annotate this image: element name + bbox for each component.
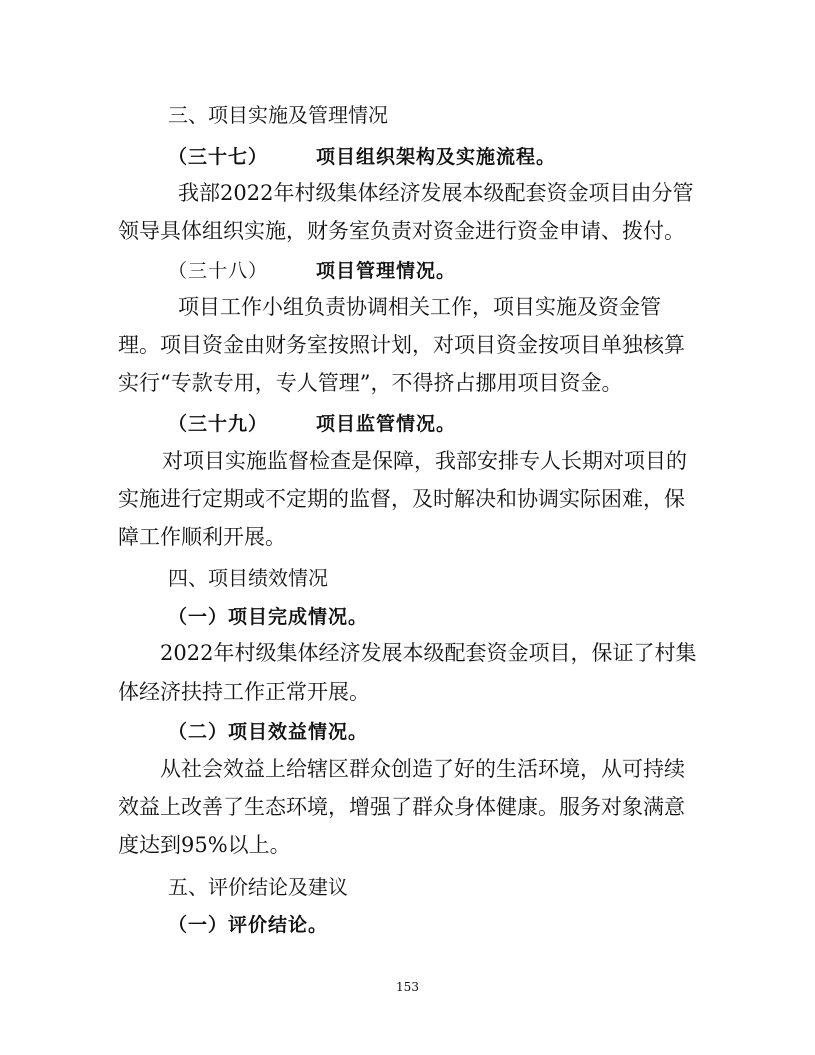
paragraph-38-line-3: 实行“专款专用，专人管理”，不得挤占挪用项目资金。 [118,371,623,395]
subheading-39-title: 项目监管情况。 [316,413,457,435]
page-number: 153 [396,980,419,994]
subheading-38-title: 项目管理情况。 [316,260,457,282]
subheading-38-number: （三十八） [168,260,269,282]
paragraph-4-1-line-1: 2022年村级集体经济发展本级配套资金项目，保证了村集 [160,641,697,665]
subheading-37-number: （三十七） [168,146,269,168]
paragraph-39-line-2: 实施进行定期或不定期的监督，及时解决和协调实际困难，保 [118,487,685,511]
subheading-5-1: （一）评价结论。 [168,914,329,936]
subheading-4-1: （一）项目完成情况。 [168,606,369,628]
paragraph-38-line-2: 理。项目资金由财务室按照计划，对项目资金按项目单独核算 [118,333,685,357]
section-heading-3: 三、项目实施及管理情况 [168,103,388,127]
section-heading-5: 五、评价结论及建议 [168,875,348,899]
paragraph-39-line-3: 障工作顺利开展。 [118,525,286,549]
paragraph-39-line-1: 对项目实施监督检查是保障，我部安排专人长期对项目的 [162,449,687,473]
section-heading-4: 四、项目绩效情况 [168,566,328,590]
subheading-39-number: （三十九） [168,413,269,435]
paragraph-37-line-1: 我部2022年村级集体经济发展本级配套资金项目由分管 [178,181,694,205]
paragraph-38-line-1: 项目工作小组负责协调相关工作，项目实施及资金管 [178,295,661,319]
subheading-37-title: 项目组织架构及实施流程。 [316,146,557,168]
subheading-37 [168,142,556,172]
paragraph-4-1-line-2: 体经济扶持工作正常开展。 [118,680,370,704]
subheading-4-2: （二）项目效益情况。 [168,721,369,743]
paragraph-4-2-line-3: 度达到95%以上。 [118,833,291,857]
paragraph-4-2-line-2: 效益上改善了生态环境，增强了群众身体健康。服务对象满意 [118,795,685,819]
subheading-39 [168,409,456,439]
subheading-38 [168,256,456,286]
paragraph-4-2-line-1: 从社会效益上给辖区群众创造了好的生活环境，从可持续 [160,757,685,781]
paragraph-37-line-2: 领导具体组织实施，财务室负责对资金进行资金申请、拨付。 [118,219,685,243]
